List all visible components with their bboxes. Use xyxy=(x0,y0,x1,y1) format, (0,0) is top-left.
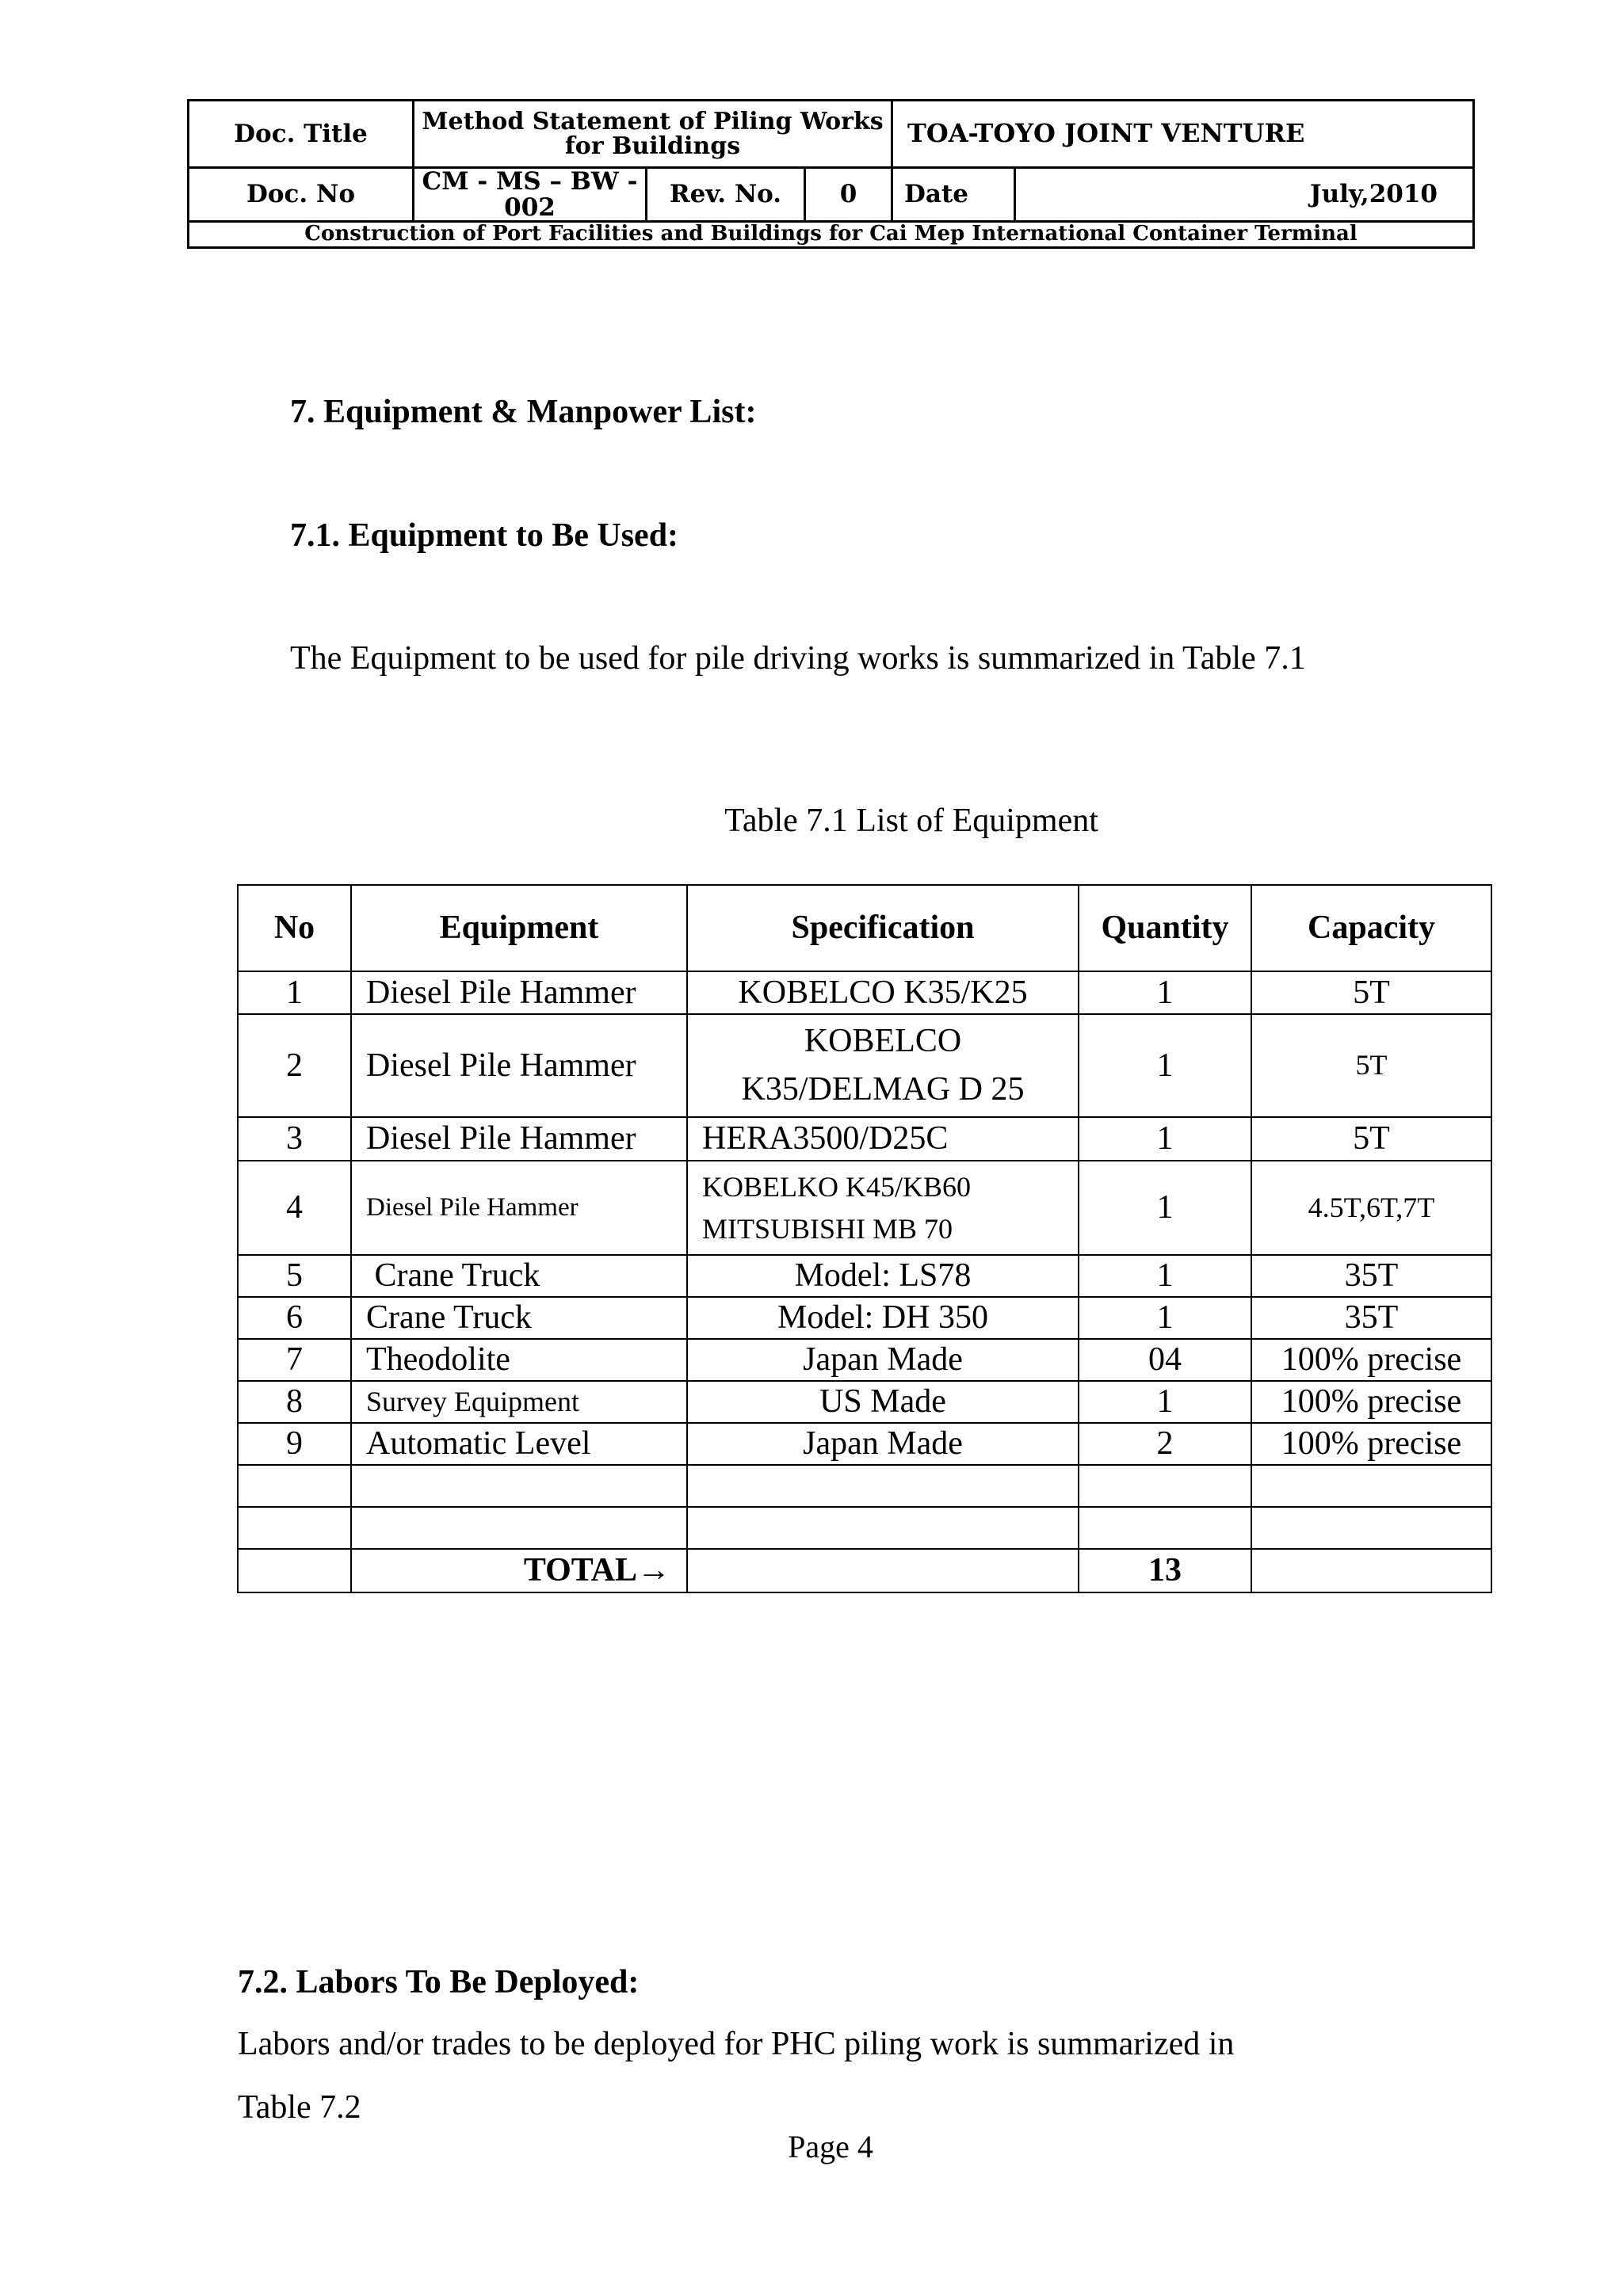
table-caption: Table 7.1 List of Equipment xyxy=(724,803,1098,839)
page-number: Page 4 xyxy=(788,2129,873,2164)
rev-no-label: Rev. No. xyxy=(647,168,805,222)
cell-equipment: Diesel Pile Hammer xyxy=(351,1117,687,1161)
column-header-specification: Specification xyxy=(687,885,1079,971)
cell-no: 8 xyxy=(238,1381,351,1423)
cell-capacity: 5T xyxy=(1251,1117,1491,1161)
cell-capacity: 5T xyxy=(1251,971,1491,1014)
spec-line: K35/DELMAG D 25 xyxy=(741,1071,1025,1108)
cell-quantity: 1 xyxy=(1079,1117,1251,1161)
cell-quantity: 1 xyxy=(1079,1014,1251,1117)
table-row xyxy=(238,1423,1491,1465)
table-header-row xyxy=(238,885,1491,971)
doc-title-label: Doc. Title xyxy=(189,101,414,168)
cell-equipment: Diesel Pile Hammer xyxy=(351,971,687,1014)
doc-no-value: CM - MS – BW - 002 xyxy=(414,168,647,222)
table-row xyxy=(238,1339,1491,1381)
table-row xyxy=(238,1255,1491,1297)
empty-row xyxy=(238,1507,1491,1549)
arrow-right-icon: → xyxy=(637,1552,670,1589)
cell-no: 5 xyxy=(238,1255,351,1297)
cell-no: 6 xyxy=(238,1297,351,1339)
section-7-2-line1: Labors and/or trades to be deployed for PHC piling work is summarized in xyxy=(238,2026,1235,2062)
document-header xyxy=(187,99,1475,249)
empty-row xyxy=(238,1465,1491,1507)
date-value: July,2010 xyxy=(1015,168,1474,222)
table-row xyxy=(238,971,1491,1014)
cell-quantity: 1 xyxy=(1079,1297,1251,1339)
cell-quantity: 1 xyxy=(1079,1255,1251,1297)
spec-line: KOBELKO K45/KB60 xyxy=(702,1171,971,1203)
cell-specification: HERA3500/D25C xyxy=(687,1117,1079,1161)
project-title: Construction of Port Facilities and Buildings for Cai Mep International Container Terminal xyxy=(189,222,1474,248)
cell-specification xyxy=(687,1014,1079,1117)
cell-quantity: 1 xyxy=(1079,1161,1251,1255)
spec-line: MITSUBISHI MB 70 xyxy=(702,1212,953,1245)
equipment-table xyxy=(237,884,1492,1593)
cell-quantity: 04 xyxy=(1079,1339,1251,1381)
section-7-1-intro: The Equipment to be used for pile driving works is summarized in Table 7.1 xyxy=(290,640,1306,677)
column-header-equipment: Equipment xyxy=(351,885,687,971)
cell-quantity: 1 xyxy=(1079,971,1251,1014)
cell-equipment: Diesel Pile Hammer xyxy=(351,1014,687,1117)
total-label xyxy=(351,1549,687,1592)
total-row xyxy=(238,1549,1491,1592)
column-header-capacity: Capacity xyxy=(1251,885,1491,971)
table-row xyxy=(238,1014,1491,1117)
total-quantity: 13 xyxy=(1079,1549,1251,1592)
cell-capacity: 4.5T,6T,7T xyxy=(1251,1161,1491,1255)
cell-no: 4 xyxy=(238,1161,351,1255)
section-7-heading: 7. Equipment & Manpower List: xyxy=(290,394,757,430)
cell-quantity: 1 xyxy=(1079,1381,1251,1423)
cell-specification: Model: LS78 xyxy=(687,1255,1079,1297)
cell-specification: Japan Made xyxy=(687,1339,1079,1381)
cell-no: 1 xyxy=(238,971,351,1014)
section-7-2-line2: Table 7.2 xyxy=(238,2089,361,2126)
table-row xyxy=(238,1117,1491,1161)
column-header-quantity: Quantity xyxy=(1079,885,1251,971)
cell-specification: KOBELCO K35/K25 xyxy=(687,971,1079,1014)
cell-capacity: 5T xyxy=(1251,1014,1491,1117)
cell-specification: Model: DH 350 xyxy=(687,1297,1079,1339)
cell-quantity: 2 xyxy=(1079,1423,1251,1465)
cell-equipment: Crane Truck xyxy=(351,1297,687,1339)
doc-no-label: Doc. No xyxy=(189,168,414,222)
table-row xyxy=(238,1381,1491,1423)
doc-title-value: Method Statement of Piling Works for Buildings xyxy=(414,101,892,168)
section-7-2-heading: 7.2. Labors To Be Deployed: xyxy=(238,1964,640,2000)
table-row xyxy=(238,1297,1491,1339)
table-row xyxy=(238,1161,1491,1255)
cell-equipment: Diesel Pile Hammer xyxy=(351,1161,687,1255)
total-label-text: TOTAL xyxy=(523,1552,637,1589)
company-name: TOA-TOYO JOINT VENTURE xyxy=(892,101,1474,168)
cell-no: 9 xyxy=(238,1423,351,1465)
date-label: Date xyxy=(892,168,1015,222)
cell-no: 2 xyxy=(238,1014,351,1117)
cell-capacity: 100% precise xyxy=(1251,1339,1491,1381)
cell-specification xyxy=(687,1161,1079,1255)
cell-capacity: 35T xyxy=(1251,1297,1491,1339)
cell-capacity: 35T xyxy=(1251,1255,1491,1297)
cell-equipment: Crane Truck xyxy=(351,1255,687,1297)
spec-line: KOBELCO xyxy=(804,1023,962,1060)
cell-capacity: 100% precise xyxy=(1251,1423,1491,1465)
cell-no: 7 xyxy=(238,1339,351,1381)
cell-equipment: Survey Equipment xyxy=(351,1381,687,1423)
cell-specification: Japan Made xyxy=(687,1423,1079,1465)
section-7-1-heading: 7.1. Equipment to Be Used: xyxy=(290,517,679,554)
rev-no-value: 0 xyxy=(805,168,892,222)
column-header-no: No xyxy=(238,885,351,971)
cell-specification: US Made xyxy=(687,1381,1079,1423)
cell-equipment: Theodolite xyxy=(351,1339,687,1381)
cell-no: 3 xyxy=(238,1117,351,1161)
cell-equipment: Automatic Level xyxy=(351,1423,687,1465)
cell-capacity: 100% precise xyxy=(1251,1381,1491,1423)
